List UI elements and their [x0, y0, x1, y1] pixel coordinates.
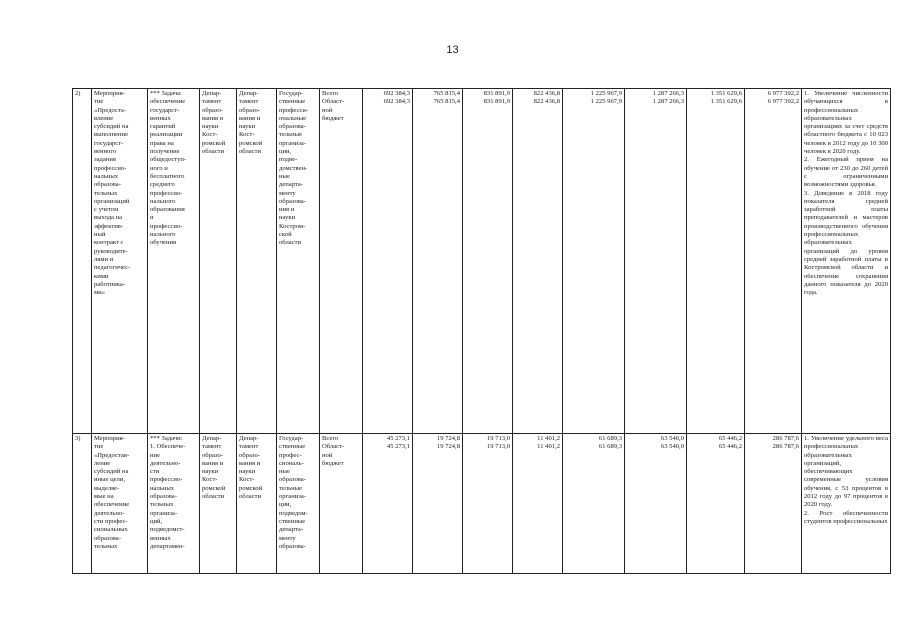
expected-result-cell: 1. Увеличение численности обучающихся в профессиональных образовательных организациях за счет средств областного бюджета с 10 023 человек в 2012 году до 10 300 человек в 2020 году. 2. Ежегодный прием на обучение от 230 до 260 детей с ограниченными возможностями здоровья. 3. Доведение в 2018 году показателя средней заработной платы преподавателей и мастеров производственного обучения профессиональных образовательных организаций до уровня средней заработной платы в Костромской области и обеспечение сохранения данного показателя до 2020 года.	[802, 89, 891, 434]
funding-source-cell: Всего Област- ной бюджет	[320, 434, 363, 574]
amount-cell: 63 540,0 63 540,0	[625, 434, 687, 574]
grbs-cell: Депар- тамент образо- вания и науки Кост- ромской области	[237, 434, 277, 574]
total-amount-cell: 286 787,6 286 787,6	[745, 434, 802, 574]
page-number: 13	[446, 44, 459, 56]
total-amount-cell: 6 977 392,2 6 977 392,2	[745, 89, 802, 434]
amount-cell: 1 287 266,3 1 287 266,3	[625, 89, 687, 434]
activity-cell: Мероприя- тие «Предоста- вление субсидий на выполнение государст- венного задания профессио- нальных образова- тельных организаций с учетом выхода на эффектив- ный контракт с руководите- лями и педагогичес- кими работника- ми»	[92, 89, 148, 434]
amount-cell: 19 724,8 19 724,8	[413, 434, 463, 574]
grbs-cell: Депар- тамент образо- вания и науки Кост- ромской области	[237, 89, 277, 434]
amount-cell: 1 351 629,6 1 351 629,6	[687, 89, 745, 434]
row-index: 2)	[73, 89, 92, 434]
amount-cell: 65 446,2 65 446,2	[687, 434, 745, 574]
task-cell: *** Задача: обеспечение государст- венных гарантий реализации права на получение общедоступ- ного и бесплатного среднего профессио- нального образования и профессио- нального обучения	[148, 89, 200, 434]
table-row	[73, 434, 891, 574]
executor-cell: Депар- тамент образо- вания и науки Кост- ромской области	[200, 434, 237, 574]
amount-cell: 45 273,1 45 273,1	[363, 434, 413, 574]
amount-cell: 1 225 967,9 1 225 967,9	[563, 89, 625, 434]
amount-cell: 11 401,2 11 401,2	[513, 434, 563, 574]
expected-result-cell: 1. Увеличение удельного веса профессиональных образовательных организаций, обеспечивающих современные условия обучения, с 53 процентов в 2012 году до 97 процентов в 2020 году. 2. Рост обеспеченности студентов профессиональных	[802, 434, 891, 574]
executor-cell: Депар- тамент образо- вания и науки Кост- ромской области	[200, 89, 237, 434]
table-row	[73, 89, 891, 434]
funding-source-cell: Всего Област- ной бюджет	[320, 89, 363, 434]
amount-cell: 765 815,4 765 815,4	[413, 89, 463, 434]
program-table	[72, 88, 891, 574]
amount-cell: 831 891,9 831 891,9	[463, 89, 513, 434]
amount-cell: 692 384,3 692 384,3	[363, 89, 413, 434]
recipient-cell: Государ- ственные професси- ональные образова- тельные организа- ции, подве- домствен- ные департа- менту образова- ния и науки Костром- ской области	[277, 89, 320, 434]
amount-cell: 19 713,0 19 713,0	[463, 434, 513, 574]
amount-cell: 61 689,3 61 689,3	[563, 434, 625, 574]
amount-cell: 822 436,8 822 436,8	[513, 89, 563, 434]
recipient-cell: Государ- ственные профес- сиональ- ные образова- тельные организа- ции, подведом- ственные департа- менту образова-	[277, 434, 320, 574]
task-cell: *** Задачи: 1. Обеспече- ние деятельно- сти профессио- нальных образова- тельных организа- ций, подведомст- венных департамен-	[148, 434, 200, 574]
row-index: 3)	[73, 434, 92, 574]
activity-cell: Мероприя- тие «Предостав- ление субсидий на иные цели, выделяе- мые на обеспечение деятельно- сти профес- сиональных образова- тельных	[92, 434, 148, 574]
